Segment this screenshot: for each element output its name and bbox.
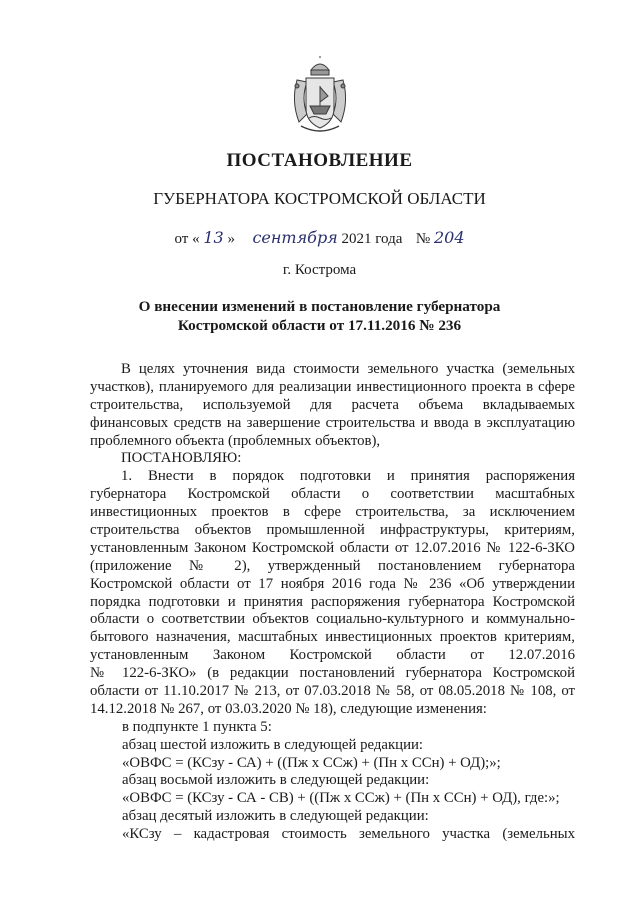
body-line: (приложение № 2), утвержденный постановлением губернатора bbox=[90, 557, 575, 574]
body-line: губернатора Костромской области о соответствии масштабных bbox=[90, 486, 575, 503]
number-sign: № bbox=[415, 231, 431, 247]
body-line: абзац шестой изложить в следующей редакции: bbox=[122, 736, 424, 753]
date-prefix: от « bbox=[174, 231, 200, 247]
issuer-name: ГУБЕРНАТОРА КОСТРОМСКОЙ ОБЛАСТИ bbox=[153, 189, 486, 208]
date-close-quote: » bbox=[227, 231, 235, 247]
body-line: абзац восьмой изложить в следующей редакции: bbox=[122, 772, 430, 789]
body-line: строительства объектов промышленной инфраструктуры, критериям, bbox=[90, 522, 575, 539]
body-line: 1. Внести в порядок подготовки и принятия распоряжения bbox=[121, 468, 575, 485]
date-month-handwritten: сентября bbox=[252, 228, 338, 247]
body-line: установленным Законом Костромской области от 12.07.2016 bbox=[90, 647, 575, 664]
body-line: области от 11.10.2017 № 213, от 07.03.2018 № 58, от 08.05.2018 № 108, от bbox=[90, 683, 575, 700]
body-line: области о соответствии объектов социально-культурного и коммунально- bbox=[90, 611, 575, 628]
body-line: в подпункте 1 пункта 5: bbox=[122, 718, 272, 735]
date-day-handwritten: 13 bbox=[203, 228, 224, 247]
document-title: ПОСТАНОВЛЕНИЕ bbox=[226, 150, 413, 171]
document-number-handwritten: 204 bbox=[433, 228, 465, 247]
date-year: 2021 года bbox=[341, 231, 403, 247]
body-line: бытового назначения, масштабных инвестиционных проектов критериям, bbox=[90, 629, 575, 646]
body-line: абзац десятый изложить в следующей редакции: bbox=[122, 808, 429, 825]
body-line: 14.12.2018 № 267, от 03.03.2020 № 18), следующие изменения: bbox=[90, 700, 487, 717]
document-body bbox=[90, 361, 575, 844]
body-line: строительства, используемой для расчета объема вкладываемых bbox=[90, 396, 575, 413]
body-line: порядка подготовки и принятия распоряжения губернатора Костромской bbox=[90, 593, 575, 610]
document-subject bbox=[0, 297, 639, 335]
body-line: участков), планируемого для реализации инвестиционного проекта в сфере bbox=[90, 378, 575, 395]
body-line: Костромской области от 17 ноября 2016 года № 236 «Об утверждении bbox=[90, 575, 575, 592]
body-line: В целях уточнения вида стоимости земельного участка (земельных bbox=[121, 361, 575, 377]
body-line: установленным Законом Костромской области от 12.07.2016 № 122-6-ЗКО bbox=[90, 539, 575, 556]
body-line: инвестиционных проектов в сфере строительства, за исключением bbox=[90, 504, 575, 521]
coat-of-arms-emblem bbox=[289, 56, 351, 136]
date-number-line bbox=[0, 228, 639, 248]
body-line: проблемного объекта (проблемных объектов), bbox=[90, 432, 381, 449]
subject-line-2: Костромской области от 17.11.2016 № 236 bbox=[177, 317, 462, 334]
formula-line: «ОВФС = (КСзу - СА - СВ) + ((Пж х ССж) + (Пн х ССн) + ОД), где:»; bbox=[122, 790, 560, 807]
body-line: «КСзу – кадастровая стоимость земельного участка (земельных bbox=[122, 826, 575, 843]
city-name: г. Кострома bbox=[282, 262, 357, 278]
body-line: № 122-6-ЗКО» (в редакции постановлений губернатора Костромской bbox=[90, 665, 575, 682]
body-line: финансовых средств на завершение строительства и ввода в эксплуатацию bbox=[90, 414, 575, 431]
resolution-word: ПОСТАНОВЛЯЮ: bbox=[121, 450, 242, 467]
subject-line-1: О внесении изменений в постановление губернатора bbox=[138, 298, 501, 315]
formula-line: «ОВФС = (КСзу - СА) + ((Пж х ССж) + (Пн х ССн) + ОД);»; bbox=[122, 754, 501, 771]
